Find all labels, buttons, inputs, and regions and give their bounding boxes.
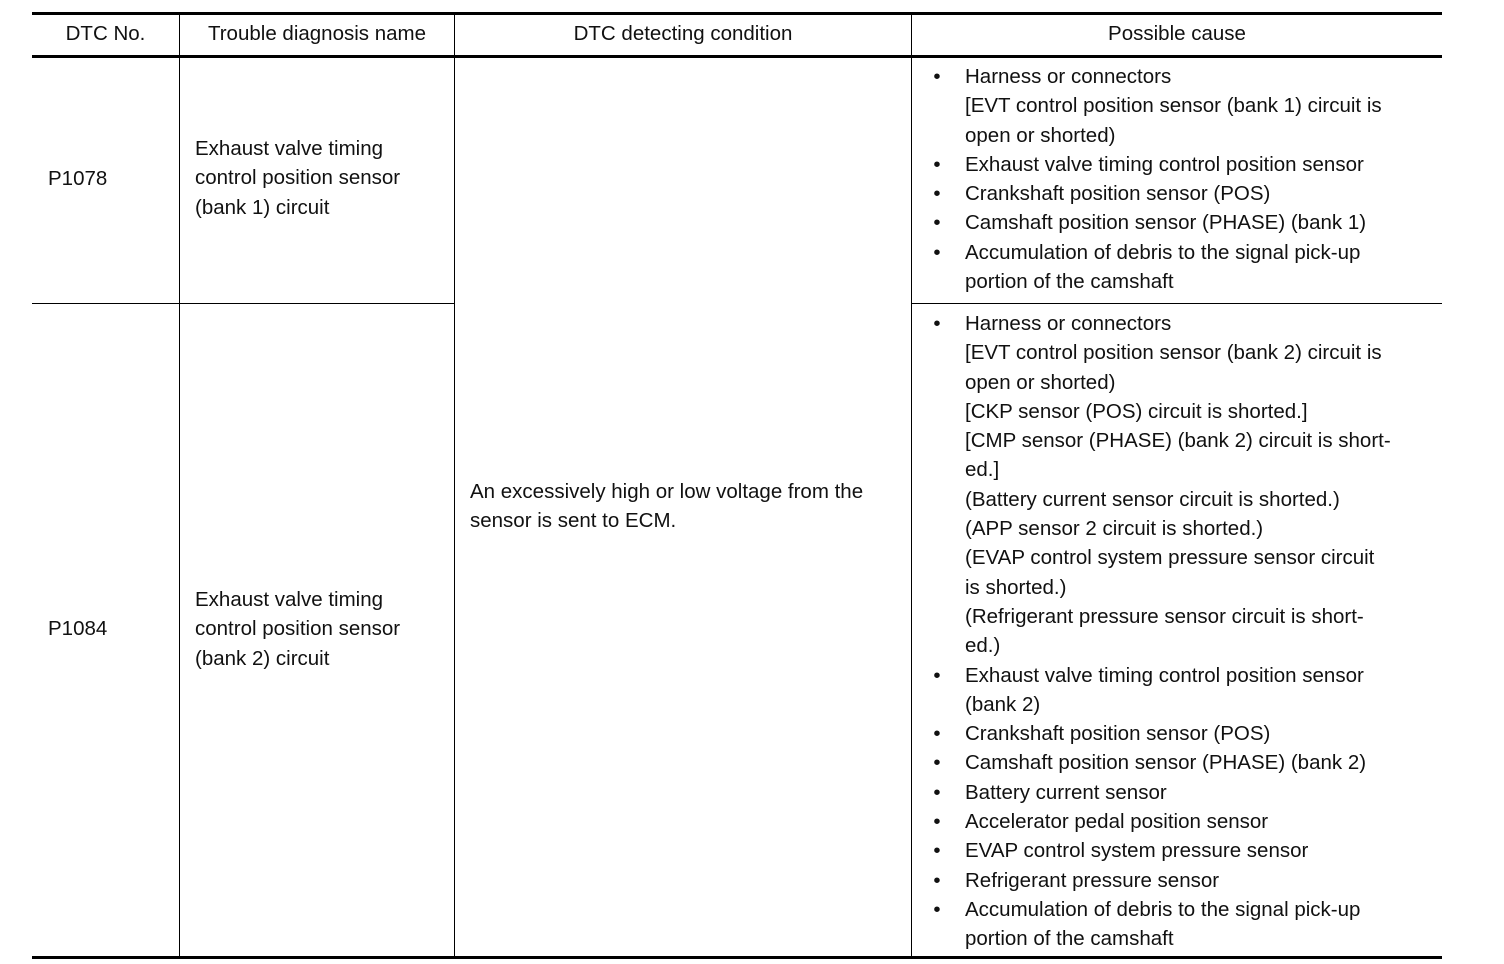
row-divider-cause <box>912 303 1442 304</box>
cause-detail-line: is shorted.) <box>965 575 1067 599</box>
cause-item <box>927 866 1447 895</box>
row-2-causes <box>927 309 1447 954</box>
cause-detail-line: [EVT control position sensor (bank 2) circuit is <box>965 341 1382 365</box>
header-possible-cause: Possible cause <box>1108 22 1246 45</box>
cause-detail-line: open or shorted) <box>965 123 1116 147</box>
cause-item <box>927 208 1447 237</box>
cause-item <box>927 778 1447 807</box>
row-2-name-line: control position sensor <box>195 617 401 641</box>
cause-item <box>927 661 1447 690</box>
col-divider-2 <box>454 12 455 958</box>
bullet-icon: • <box>933 312 941 335</box>
row-1-dtc: P1078 <box>48 167 108 190</box>
bullet-icon: • <box>933 182 941 206</box>
bullet-icon: • <box>933 868 941 892</box>
header-detect-condition: DTC detecting condition <box>573 22 793 45</box>
cause-item <box>927 150 1447 179</box>
cause-text: Exhaust valve timing control position sensor <box>965 663 1364 687</box>
cause-text: Exhaust valve timing control position sensor <box>965 152 1364 176</box>
cause-detail-line: [EVT control position sensor (bank 1) circuit is <box>965 94 1382 118</box>
cause-text: Refrigerant pressure sensor <box>965 868 1220 892</box>
bullet-icon: • <box>933 722 941 746</box>
cause-item <box>927 309 1447 338</box>
cause-item <box>927 719 1447 748</box>
cause-text: Camshaft position sensor (PHASE) (bank 1) <box>965 211 1367 235</box>
bullet-icon: • <box>933 780 941 804</box>
col-divider-1 <box>179 12 180 958</box>
bullet-icon: • <box>933 751 941 775</box>
row-2-name <box>195 585 400 673</box>
cause-text: Accumulation of debris to the signal pick-up <box>965 240 1361 264</box>
cause-detail-line: (Battery current sensor circuit is shorted.) <box>965 487 1340 511</box>
cause-detail-line: ed.] <box>965 458 1000 482</box>
cause-item <box>927 895 1447 924</box>
bullet-icon: • <box>933 65 941 88</box>
cause-text: Accumulation of debris to the signal pick-up <box>965 897 1361 921</box>
cause-detail-line: (Refrigerant pressure sensor circuit is short- <box>965 604 1364 628</box>
cause-item <box>927 836 1447 865</box>
cause-text: EVAP control system pressure sensor <box>965 839 1309 863</box>
cause-item <box>927 238 1447 267</box>
cause-text: Accelerator pedal position sensor <box>965 810 1269 834</box>
cause-detail-line: portion of the camshaft <box>965 270 1174 294</box>
cause-text: Crankshaft position sensor (POS) <box>965 722 1271 746</box>
col-divider-3 <box>911 12 912 958</box>
cause-detail-line: portion of the camshaft <box>965 927 1174 951</box>
dtc-table <box>32 12 1442 961</box>
cause-text: Camshaft position sensor (PHASE) (bank 2) <box>965 751 1367 775</box>
row-2-name-line: (bank 2) circuit <box>195 646 330 670</box>
cause-detail-line: (EVAP control system pressure sensor circuit <box>965 546 1375 570</box>
bullet-icon: • <box>933 897 941 921</box>
cause-text: Crankshaft position sensor (POS) <box>965 182 1271 206</box>
cause-text: Harness or connectors <box>965 65 1172 88</box>
row-2-dtc: P1084 <box>48 617 108 640</box>
bullet-icon: • <box>933 663 941 687</box>
row-1-name-line: Exhaust valve timing <box>195 137 384 160</box>
cause-text: Battery current sensor <box>965 780 1167 804</box>
bullet-icon: • <box>933 839 941 863</box>
top-rule <box>32 12 1442 15</box>
row-1-name-line: control position sensor <box>195 166 401 190</box>
cause-detail-line: (APP sensor 2 circuit is shorted.) <box>965 517 1264 541</box>
bullet-icon: • <box>933 211 941 235</box>
row-divider <box>32 303 454 304</box>
bullet-icon: • <box>933 152 941 176</box>
bullet-icon: • <box>933 810 941 834</box>
cause-text: Harness or connectors <box>965 312 1172 335</box>
header-dtc-no: DTC No. <box>65 22 146 45</box>
cause-item <box>927 748 1447 777</box>
cause-detail-line: open or shorted) <box>965 370 1116 394</box>
row-2-name-line: Exhaust valve timing <box>195 588 384 611</box>
bullet-icon: • <box>933 240 941 264</box>
cause-item <box>927 807 1447 836</box>
row-1-name-line: (bank 1) circuit <box>195 195 330 219</box>
cause-detail-line: (bank 2) <box>965 692 1041 716</box>
header-trouble-name: Trouble diagnosis name <box>207 22 427 45</box>
cause-detail-line: [CKP sensor (POS) circuit is shorted.] <box>965 399 1308 423</box>
detect-condition-text: An excessively high or low voltage from the sensor is sent to ECM. <box>470 480 864 533</box>
bottom-rule <box>32 956 1442 959</box>
row-1-name <box>195 134 400 222</box>
cause-item <box>927 62 1447 91</box>
cause-detail-line: ed.) <box>965 634 1001 658</box>
cause-detail-line: [CMP sensor (PHASE) (bank 2) circuit is short- <box>965 429 1391 453</box>
header-rule <box>32 55 1442 58</box>
cause-item <box>927 179 1447 208</box>
row-1-causes <box>927 62 1447 296</box>
